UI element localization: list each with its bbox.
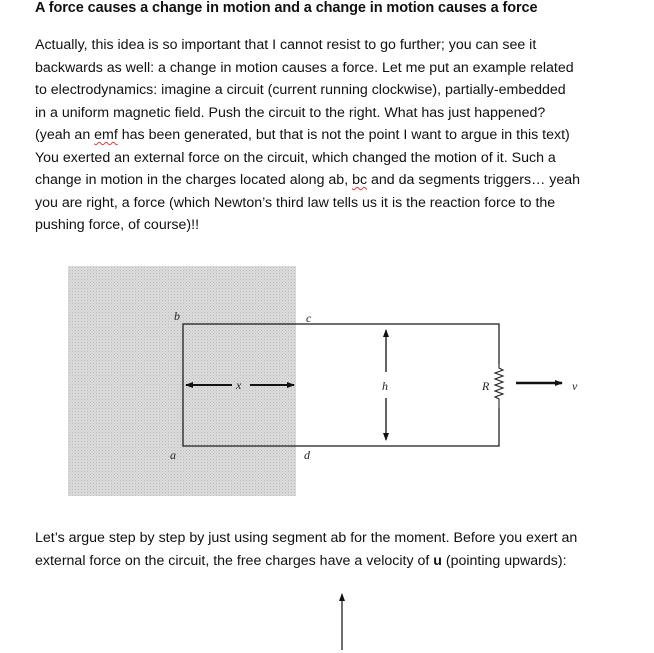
paragraph-line: You exerted an external force on the circuit, which changed the motion of it. Such a (35, 149, 556, 166)
bold-u: u (433, 552, 442, 569)
text-run: change in motion in the charges located along ab, (35, 172, 353, 188)
paragraph-line: you are right, a force (which Newton’s third law tells us it is the reaction force to the (35, 194, 556, 211)
paragraph-line: in a uniform magnetic field. Push the circuit to the right. What has just happened? (35, 104, 546, 121)
paragraph-line: Actually, this idea is so important that I cannot resist to go further; you can see it (35, 37, 537, 53)
magnetic-field-region (68, 266, 296, 496)
text-run: (pointing upwards): (441, 552, 567, 569)
paragraph-line: to electrodynamics: imagine a circuit (current running clockwise), partially-embedded (35, 82, 566, 98)
paragraph-line: pushing force, of course)!! (35, 217, 200, 233)
text-run: external force on the circuit, the free charges have a velocity of (35, 552, 434, 569)
text-run: and da segments triggers… yeah (367, 172, 580, 188)
text-run: has been generated, but that is not the point I want to argue in this text) (117, 127, 570, 143)
document-title: A force causes a change in motion and a change in motion causes a force (35, 0, 538, 16)
label-d: d (304, 448, 310, 462)
paragraph-line: backwards as well: a change in motion causes a force. Let me put an example related (35, 59, 574, 76)
text-run: (yeah an (35, 127, 95, 143)
spellcheck-word-emf[interactable]: emf (94, 127, 118, 143)
label-c: c (306, 311, 312, 325)
paragraph-step (35, 527, 615, 572)
paragraph-line (35, 550, 615, 573)
label-h: h (382, 379, 388, 393)
paragraph-line: Let’s argue step by step by just using segment ab for the moment. Before you exert an (35, 530, 578, 546)
label-R: R (482, 379, 490, 393)
label-x: x (236, 378, 242, 392)
spellcheck-word-bc[interactable]: bc (352, 172, 368, 188)
label-b: b (174, 309, 180, 323)
label-v: v (572, 379, 578, 393)
label-a: a (170, 448, 176, 462)
